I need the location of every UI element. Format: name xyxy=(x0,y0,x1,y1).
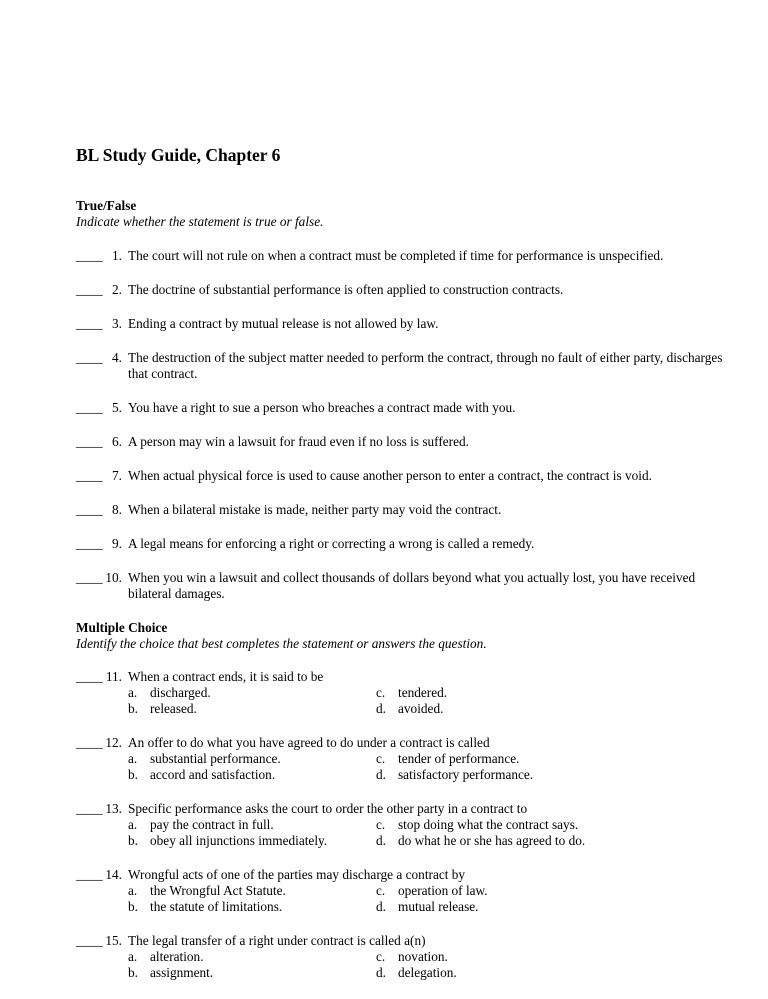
question-item xyxy=(76,801,728,849)
option-letter: d. xyxy=(376,899,386,914)
option-c xyxy=(376,949,636,965)
question-row xyxy=(76,468,728,484)
question-row xyxy=(76,248,728,264)
answer-blank[interactable]: ____ xyxy=(76,350,103,365)
question-item xyxy=(76,570,728,602)
option-b xyxy=(128,701,376,717)
answer-blank[interactable]: ____ xyxy=(76,316,103,331)
option-a xyxy=(128,949,376,965)
options xyxy=(128,883,728,915)
question-number: 3. xyxy=(112,316,122,331)
section-instructions: Identify the choice that best completes the statement or answers the question. xyxy=(76,636,487,651)
option-d xyxy=(376,833,636,849)
true-false-questions xyxy=(76,248,728,602)
option-letter: d. xyxy=(376,701,386,716)
question-text: Ending a contract by mutual release is not allowed by law. xyxy=(128,316,439,331)
question-number: 12. xyxy=(105,735,122,750)
question-item xyxy=(76,867,728,915)
question-text: Specific performance asks the court to order the other party in a contract to xyxy=(128,801,528,816)
question-number: 4. xyxy=(112,350,122,365)
question-row xyxy=(76,933,728,949)
option-text: novation. xyxy=(398,949,448,964)
option-letter: b. xyxy=(128,965,138,980)
option-letter: c. xyxy=(376,883,386,898)
option-d xyxy=(376,701,636,717)
option-letter: c. xyxy=(376,685,386,700)
question-row xyxy=(76,801,728,817)
option-letter: b. xyxy=(128,701,138,716)
option-letter: d. xyxy=(376,965,386,980)
answer-blank[interactable]: ____ xyxy=(76,801,103,816)
question-text: The doctrine of substantial performance is often applied to construction contracts. xyxy=(128,282,564,297)
option-letter: c. xyxy=(376,751,386,766)
option-text: do what he or she has agreed to do. xyxy=(398,833,586,848)
option-letter: a. xyxy=(128,751,138,766)
option-b xyxy=(128,899,376,915)
option-text: the statute of limitations. xyxy=(150,899,283,914)
option-b xyxy=(128,833,376,849)
option-letter: a. xyxy=(128,817,138,832)
question-number: 5. xyxy=(112,400,122,415)
option-d xyxy=(376,965,636,981)
option-text: tendered. xyxy=(398,685,448,700)
option-text: substantial performance. xyxy=(150,751,281,766)
answer-blank[interactable]: ____ xyxy=(76,248,103,263)
option-a xyxy=(128,883,376,899)
question-item xyxy=(76,316,728,332)
answer-blank[interactable]: ____ xyxy=(76,867,103,882)
option-text: assignment. xyxy=(150,965,214,980)
answer-blank[interactable]: ____ xyxy=(76,434,103,449)
option-letter: a. xyxy=(128,685,138,700)
option-letter: b. xyxy=(128,767,138,782)
option-d xyxy=(376,899,636,915)
option-text: alteration. xyxy=(150,949,204,964)
options xyxy=(128,949,728,981)
option-text: tender of performance. xyxy=(398,751,520,766)
option-text: pay the contract in full. xyxy=(150,817,274,832)
option-text: operation of law. xyxy=(398,883,488,898)
question-text: A person may win a lawsuit for fraud even if no loss is suffered. xyxy=(128,434,469,449)
option-letter: a. xyxy=(128,949,138,964)
option-text: released. xyxy=(150,701,197,716)
question-item xyxy=(76,400,728,416)
option-c xyxy=(376,817,636,833)
question-item xyxy=(76,933,728,981)
question-row xyxy=(76,316,728,332)
answer-blank[interactable]: ____ xyxy=(76,570,103,585)
question-row xyxy=(76,350,728,382)
option-c xyxy=(376,751,636,767)
option-letter: c. xyxy=(376,949,386,964)
option-text: delegation. xyxy=(398,965,457,980)
option-d xyxy=(376,767,636,783)
question-row xyxy=(76,282,728,298)
option-text: obey all injunctions immediately. xyxy=(150,833,328,848)
question-number: 1. xyxy=(112,248,122,263)
question-row xyxy=(76,536,728,552)
question-number: 9. xyxy=(112,536,122,551)
page-title: BL Study Guide, Chapter 6 xyxy=(76,145,281,165)
option-c xyxy=(376,685,636,701)
question-number: 11. xyxy=(105,669,122,684)
question-text: When a bilateral mistake is made, neither party may void the contract. xyxy=(128,502,502,517)
question-row xyxy=(76,669,728,685)
answer-blank[interactable]: ____ xyxy=(76,536,103,551)
option-letter: d. xyxy=(376,833,386,848)
question-number: 14. xyxy=(105,867,122,882)
question-item xyxy=(76,434,728,450)
question-number: 2. xyxy=(112,282,122,297)
question-row xyxy=(76,735,728,751)
question-number: 8. xyxy=(112,502,122,517)
answer-blank[interactable]: ____ xyxy=(76,735,103,750)
option-letter: a. xyxy=(128,883,138,898)
options xyxy=(128,817,728,849)
multiple-choice-section xyxy=(76,620,728,999)
question-text: When you win a lawsuit and collect thousands of dollars beyond what you actually lost, you have received bilateral damages. xyxy=(128,570,696,601)
question-number: 13. xyxy=(105,801,122,816)
question-item xyxy=(76,468,728,484)
option-a xyxy=(128,685,376,701)
options xyxy=(128,685,728,717)
question-row xyxy=(76,434,728,450)
section-heading: True/False xyxy=(76,198,137,213)
question-row xyxy=(76,400,728,416)
option-text: avoided. xyxy=(398,701,444,716)
question-row xyxy=(76,502,728,518)
option-c xyxy=(376,883,636,899)
multiple-choice-questions xyxy=(76,669,728,981)
question-item xyxy=(76,350,728,382)
option-letter: b. xyxy=(128,833,138,848)
option-letter: d. xyxy=(376,767,386,782)
question-text: A legal means for enforcing a right or correcting a wrong is called a remedy. xyxy=(128,536,535,551)
option-text: the Wrongful Act Statute. xyxy=(150,883,286,898)
answer-blank[interactable]: ____ xyxy=(76,669,103,684)
answer-blank[interactable]: ____ xyxy=(76,468,103,483)
option-text: stop doing what the contract says. xyxy=(398,817,579,832)
question-text: Wrongful acts of one of the parties may discharge a contract by xyxy=(128,867,466,882)
question-item xyxy=(76,536,728,552)
option-letter: b. xyxy=(128,899,138,914)
question-text: The destruction of the subject matter needed to perform the contract, through no fault of either party, discharges that contract. xyxy=(128,350,723,381)
option-a xyxy=(128,751,376,767)
option-b xyxy=(128,767,376,783)
question-text: You have a right to sue a person who breaches a contract made with you. xyxy=(128,400,516,415)
answer-blank[interactable]: ____ xyxy=(76,933,103,948)
option-text: discharged. xyxy=(150,685,211,700)
answer-blank[interactable]: ____ xyxy=(76,502,103,517)
answer-blank[interactable]: ____ xyxy=(76,282,103,297)
question-number: 6. xyxy=(112,434,122,449)
option-letter: c. xyxy=(376,817,386,832)
question-number: 7. xyxy=(112,468,122,483)
question-text: The court will not rule on when a contract must be completed if time for performance is unspecified. xyxy=(128,248,664,263)
option-text: accord and satisfaction. xyxy=(150,767,276,782)
option-a xyxy=(128,817,376,833)
question-item xyxy=(76,502,728,518)
question-number: 10. xyxy=(105,570,122,585)
question-text: An offer to do what you have agreed to do under a contract is called xyxy=(128,735,490,750)
option-b xyxy=(128,965,376,981)
question-item xyxy=(76,669,728,717)
option-text: mutual release. xyxy=(398,899,479,914)
question-number: 15. xyxy=(105,933,122,948)
true-false-section xyxy=(76,198,728,620)
question-row xyxy=(76,570,728,602)
question-text: When a contract ends, it is said to be xyxy=(128,669,324,684)
question-item xyxy=(76,735,728,783)
question-row xyxy=(76,867,728,883)
section-instructions: Indicate whether the statement is true or false. xyxy=(76,214,324,229)
options xyxy=(128,751,728,783)
question-text: The legal transfer of a right under contract is called a(n) xyxy=(128,933,426,948)
question-text: When actual physical force is used to cause another person to enter a contract, the contract is void. xyxy=(128,468,652,483)
question-item xyxy=(76,248,728,264)
answer-blank[interactable]: ____ xyxy=(76,400,103,415)
section-heading: Multiple Choice xyxy=(76,620,168,635)
question-item xyxy=(76,282,728,298)
option-text: satisfactory performance. xyxy=(398,767,534,782)
